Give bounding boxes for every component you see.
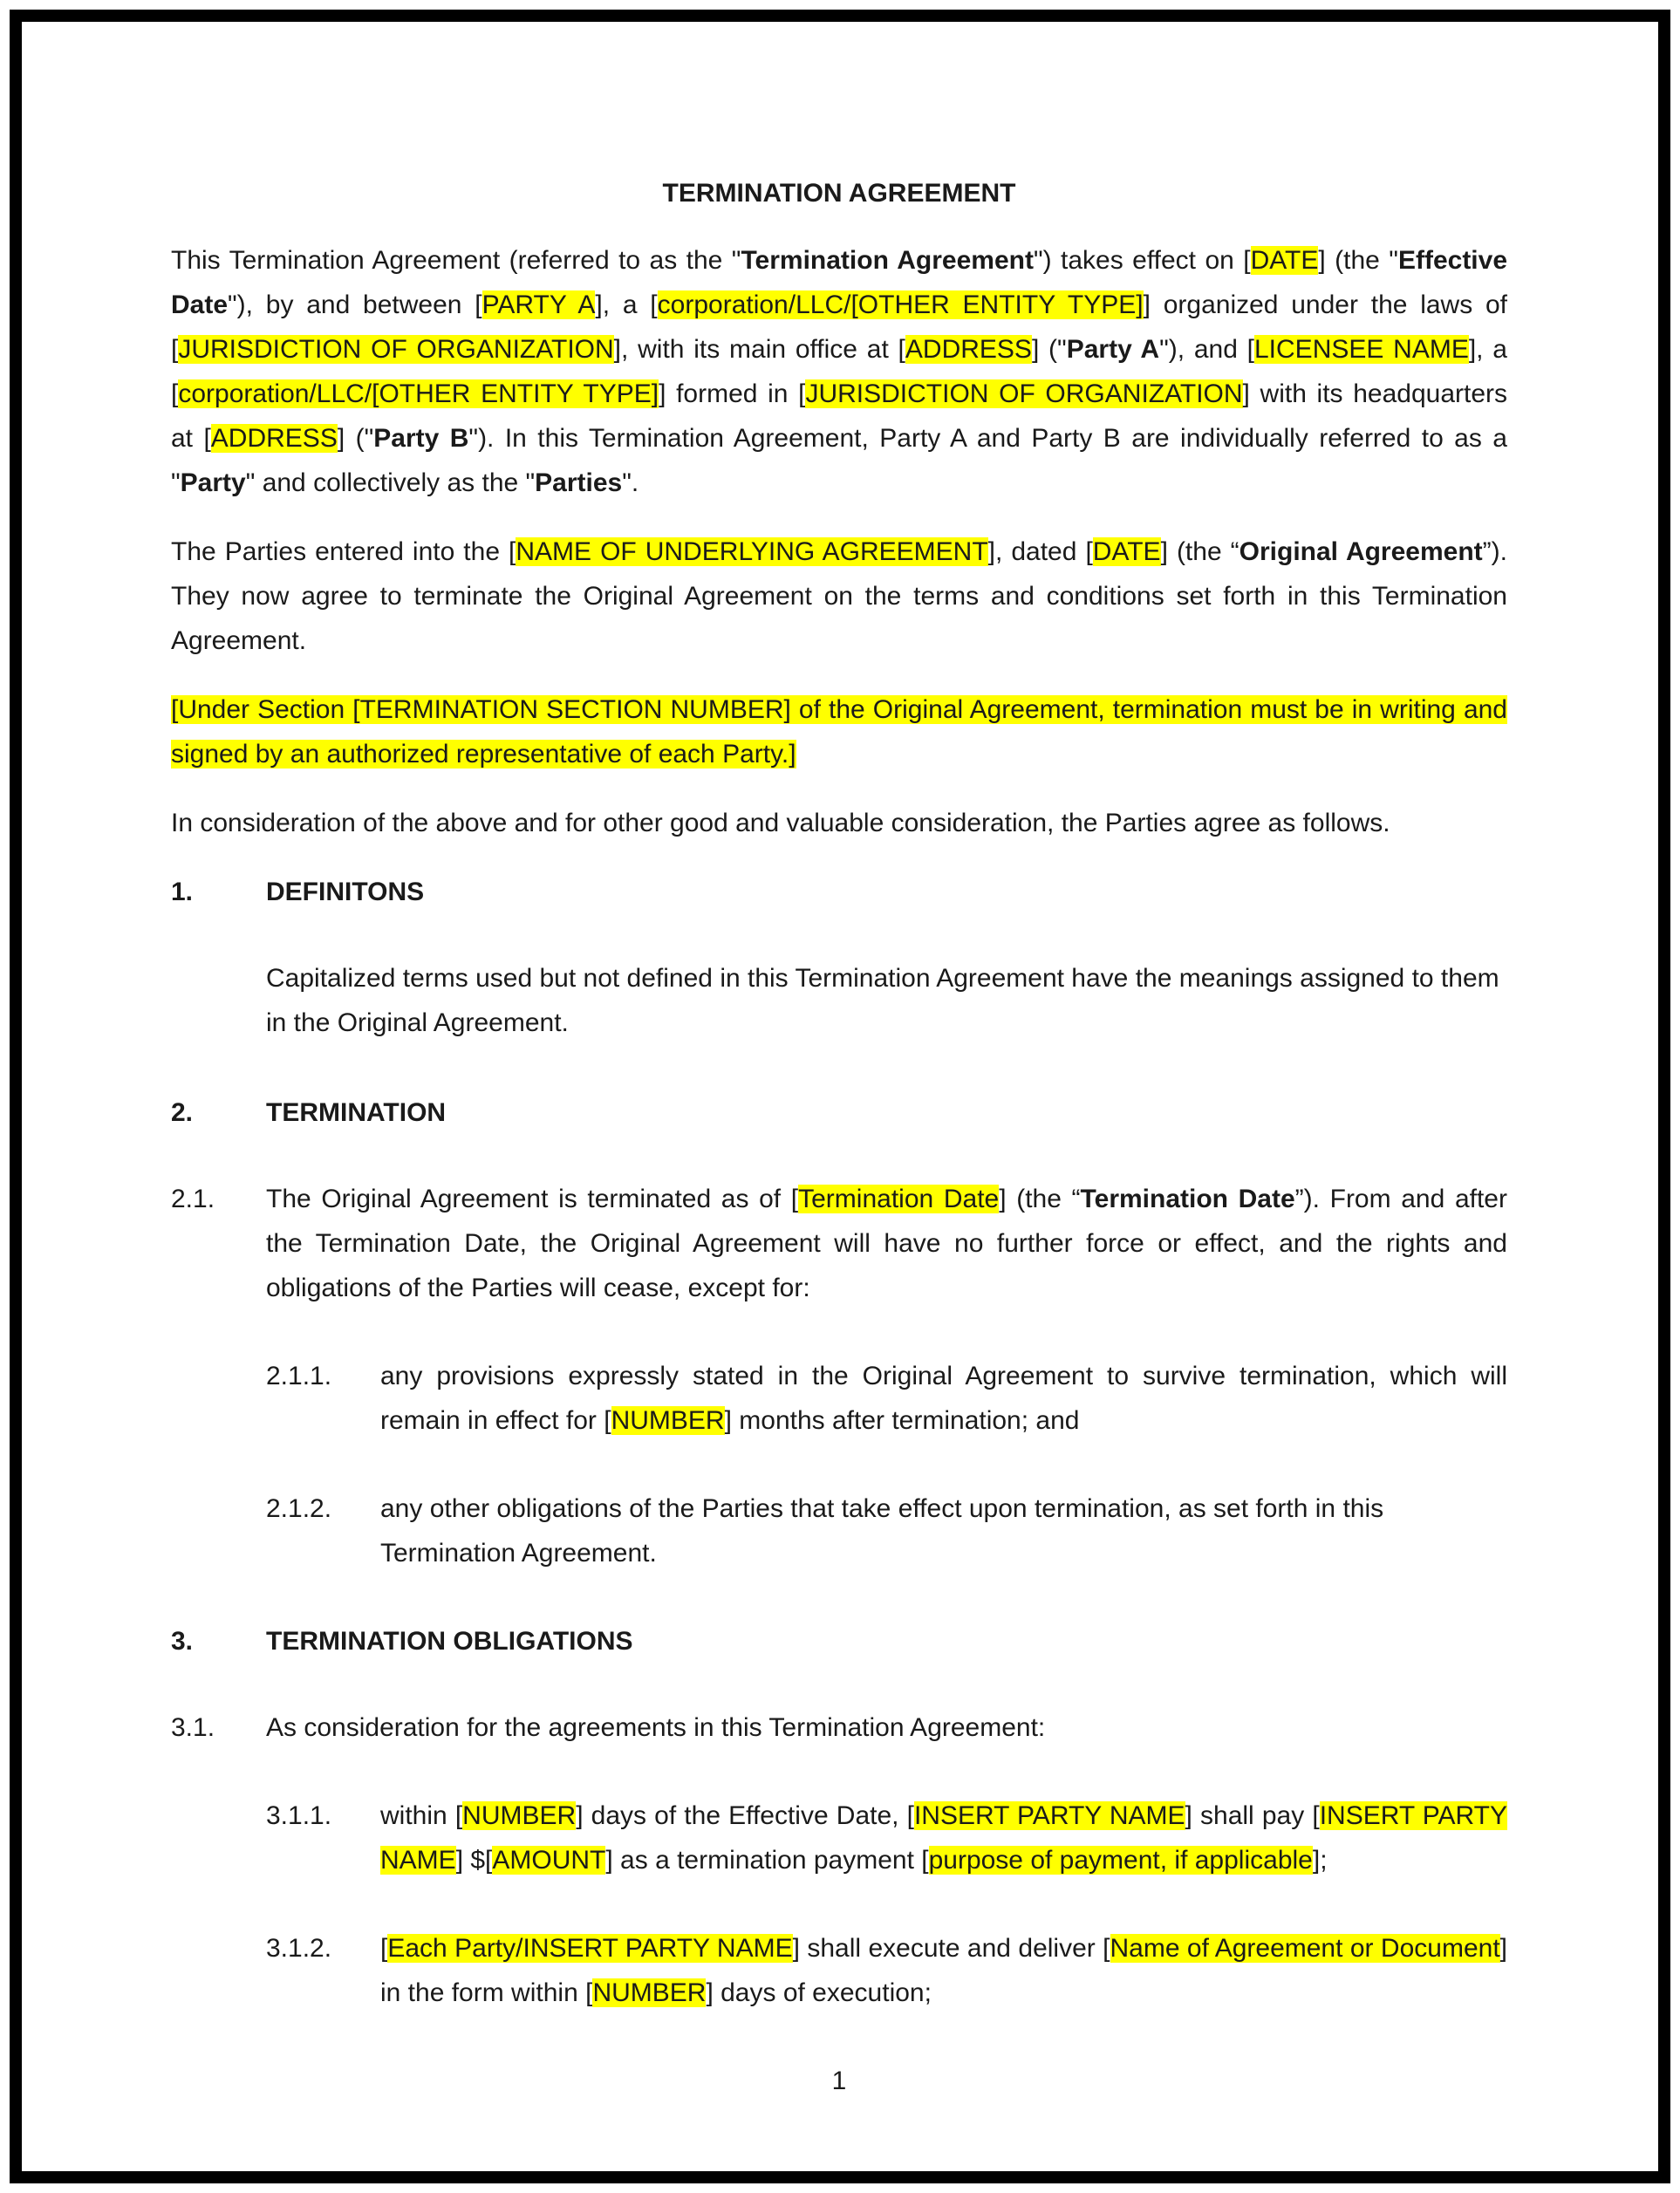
text-run: within [ <box>380 1801 463 1830</box>
section-number: 1. <box>171 878 194 906</box>
clause-text <box>266 1177 1507 1310</box>
text-run: Party B <box>373 424 469 453</box>
text-run: ] days of execution; <box>706 1978 932 2007</box>
section-heading <box>171 1619 1507 1664</box>
highlighted-placeholder: AMOUNT <box>492 1846 606 1875</box>
clause-item <box>266 1793 1507 1882</box>
text-run: ] organized under the laws of [ <box>171 290 1508 364</box>
text-run: Effective Date <box>171 246 1508 319</box>
text-run: ] formed in [ <box>659 379 806 408</box>
text-run: "), by and between [ <box>228 290 482 319</box>
text-run: ], a [ <box>171 335 1507 408</box>
clause-text <box>380 1793 1507 1882</box>
text-run: Original Agreement <box>1239 537 1483 566</box>
text-run: As consideration for the agreements in this Termination Agreement: <box>266 1713 1046 1742</box>
text-run: ] in the form within [ <box>380 1934 1507 2007</box>
highlighted-placeholder: NUMBER <box>611 1406 725 1435</box>
text-run: ] (the “ <box>1160 537 1240 566</box>
page-number: 1 <box>831 2067 847 2095</box>
text-run: ] with its headquarters at [ <box>171 379 1507 453</box>
text-run: ] shall pay [ <box>1185 1801 1320 1830</box>
text-run: ". <box>622 468 639 497</box>
clause-item <box>266 1354 1507 1443</box>
clause-text <box>266 1705 1507 1750</box>
paragraph <box>171 529 1507 663</box>
clause-number: 3.1.2. <box>266 1934 332 1963</box>
text-run: ") takes effect on [ <box>1033 246 1251 275</box>
text-run: Capitalized terms used but not defined in this Termination Agreement have the meanings assigned to them in the Original Agreement. <box>266 964 1499 1037</box>
highlighted-placeholder: JURISDICTION OF ORGANIZATION <box>805 379 1243 408</box>
highlighted-placeholder: PARTY A <box>481 290 596 319</box>
text-run: ] (" <box>337 424 374 453</box>
highlighted-placeholder: ADDRESS <box>905 335 1032 364</box>
highlighted-placeholder: LICENSEE NAME <box>1254 335 1469 364</box>
highlighted-placeholder: DATE <box>1250 246 1319 275</box>
highlighted-placeholder: [Under Section [TERMINATION SECTION NUMBER] of the Original Agreement, termination must be in writing and signed by an authorized representative of each Party.] <box>171 695 1507 769</box>
highlighted-placeholder: DATE <box>1092 537 1161 566</box>
text-run: Termination Date <box>1080 1185 1295 1213</box>
text-run: ], with its main office at [ <box>613 335 905 364</box>
highlighted-placeholder: corporation/LLC/[OTHER ENTITY TYPE] <box>657 290 1144 319</box>
highlighted-placeholder: purpose of payment, if applicable <box>928 1846 1313 1875</box>
highlighted-placeholder: INSERT PARTY NAME <box>913 1801 1185 1830</box>
highlighted-placeholder: NUMBER <box>462 1801 577 1830</box>
highlighted-placeholder: JURISDICTION OF ORGANIZATION <box>178 335 614 364</box>
highlighted-placeholder: ADDRESS <box>210 424 338 453</box>
highlighted-placeholder: INSERT PARTY NAME <box>380 1801 1507 1875</box>
section-heading <box>171 1090 1507 1135</box>
text-run: Termination Agreement <box>741 246 1034 275</box>
text-run: ], a [ <box>595 290 658 319</box>
text-run: This Termination Agreement (referred to as the " <box>171 246 741 275</box>
clause-text <box>380 1486 1507 1575</box>
text-run: Parties <box>535 468 623 497</box>
clause-number: 3.1. <box>171 1713 215 1742</box>
text-run: ]; <box>1312 1846 1328 1875</box>
text-run: ] $[ <box>455 1846 493 1875</box>
text-run: In consideration of the above and for other good and valuable consideration, the Parties agree as follows. <box>171 809 1390 837</box>
paragraph <box>171 687 1507 776</box>
highlighted-placeholder: Name of Agreement or Document <box>1110 1934 1500 1963</box>
clause-number: 2.1.2. <box>266 1494 332 1523</box>
section-number: 3. <box>171 1627 194 1656</box>
text-run: "). In this Termination Agreement, Party A and Party B are individually referred to as a " <box>171 424 1507 497</box>
section-title: TERMINATION <box>266 1098 447 1127</box>
paragraph <box>171 801 1507 845</box>
section-heading <box>171 870 1507 914</box>
highlighted-placeholder: NAME OF UNDERLYING AGREEMENT <box>516 537 988 566</box>
clause-number: 3.1.1. <box>266 1801 332 1830</box>
clause-number: 2.1. <box>171 1185 215 1213</box>
clause-body <box>266 956 1507 1045</box>
text-run: [ <box>380 1934 388 1963</box>
clause-number: 2.1.1. <box>266 1362 332 1390</box>
section-title: DEFINITONS <box>266 878 425 906</box>
clause-item <box>266 1926 1507 2015</box>
document-body <box>171 238 1507 2015</box>
text-run: ] (the “ <box>999 1185 1081 1213</box>
text-run: "), and [ <box>1159 335 1254 364</box>
text-run: ] days of the Effective Date, [ <box>576 1801 914 1830</box>
highlighted-placeholder: Termination Date <box>798 1185 1000 1213</box>
text-run: ] (" <box>1031 335 1067 364</box>
text-run: any provisions expressly stated in the Original Agreement to survive termination, which will remain in effect for [ <box>380 1362 1507 1435</box>
text-run: Party <box>180 468 246 497</box>
text-run: " and collectively as the " <box>245 468 536 497</box>
text-run: Party A <box>1066 335 1160 364</box>
highlighted-placeholder: NUMBER <box>592 1978 707 2007</box>
text-run: ] months after termination; and <box>724 1406 1080 1435</box>
text-run: ] as a termination payment [ <box>605 1846 929 1875</box>
clause-item <box>171 1177 1507 1310</box>
clause-item <box>171 1705 1507 1750</box>
text-run: ”). From and after the Termination Date, the Original Agreement will have no further force or effect, and the rights and obligations of the Parties will cease, except for: <box>266 1185 1507 1302</box>
document-title: TERMINATION AGREEMENT <box>662 179 1016 208</box>
text-run: ], dated [ <box>987 537 1093 566</box>
highlighted-placeholder: Each Party/INSERT PARTY NAME <box>387 1934 793 1963</box>
highlighted-placeholder: corporation/LLC/[OTHER ENTITY TYPE] <box>178 379 659 408</box>
text-run: any other obligations of the Parties that take effect upon termination, as set forth in this Termination Agreement. <box>380 1494 1384 1568</box>
text-run: The Original Agreement is terminated as of [ <box>266 1185 799 1213</box>
paragraph <box>171 238 1507 505</box>
text-run: ] (the " <box>1318 246 1398 275</box>
clause-text <box>380 1926 1507 2015</box>
document-content <box>171 171 1507 2103</box>
clause-item <box>266 1486 1507 1575</box>
section-number: 2. <box>171 1098 194 1127</box>
text-run: ”). They now agree to terminate the Original Agreement on the terms and conditions set forth in this Termination Agreement. <box>171 537 1507 655</box>
text-run: The Parties entered into the [ <box>171 537 516 566</box>
section-title: TERMINATION OBLIGATIONS <box>266 1627 633 1656</box>
clause-text <box>380 1354 1507 1443</box>
text-run: ] shall execute and deliver [ <box>792 1934 1110 1963</box>
